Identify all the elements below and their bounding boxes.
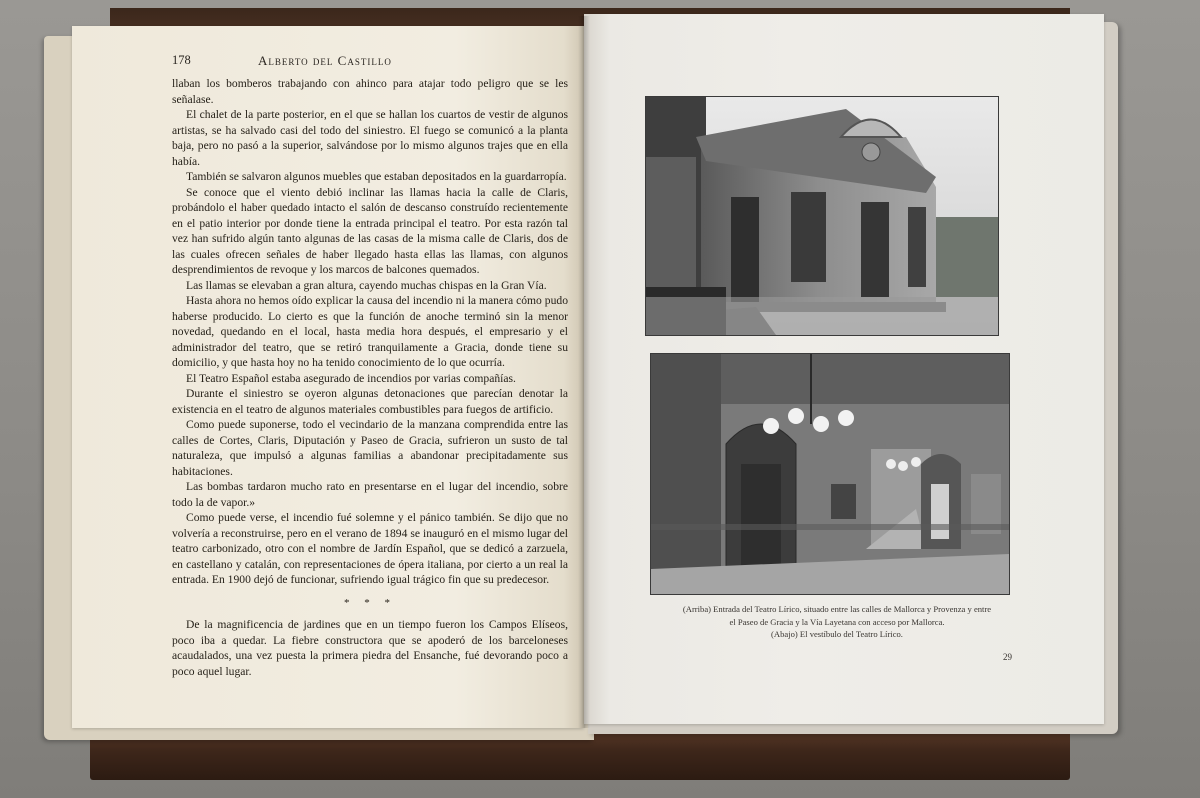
paragraph: Se conoce que el viento debió inclinar las llamas hacia la calle de Claris, probándolo el haber quedado intacto el salón de descanso construído recientemente en el patio interior por donde tiene la entrada principal el teatro. Por esta razón tal vez han sufrido algún tanto algunas de las casas de la misma calle de Claris, dos de las cuales ofrecen señales de haber llegado hasta ellas las llamas, con algunos desprendimientos de revoque y los marcos de balcones quemados. — [172, 185, 568, 276]
left-page-number: 178 — [172, 53, 191, 67]
photo-theatre-vestibule — [650, 353, 1010, 595]
caption-line: (Abajo) El vestíbulo del Teatro Lírico. — [771, 629, 903, 639]
closing-paragraph: De la magnificencia de jardines que en un tiempo fueron los Campos Elíseos, poco iba a quedar. La fiebre constructora que se apoderó de los barceloneses acaudalados, una vez puesta la primera piedra del Ensanche, fué devorando poco a poco aquel lugar. — [172, 618, 568, 678]
paragraph: Hasta ahora no hemos oído explicar la causa del incendio ni la manera cómo pudo haberse producido. Lo cierto es que la función de anoche terminó sin la menor novedad, quedando en el local, hasta media hora después, el empresario y el administrador del teatro, que se retiró tranquilamente a Gracia, donde tiene su domicilio, y que hasta hoy no ha tenido conocimiento de lo que ocurría. — [172, 294, 568, 369]
paragraph: El chalet de la parte posterior, en el que se hallan los cuartos de vestir de algunos artistas, se ha salvado casi del todo del siniestro. El fuego se comunicó a la planta baja, pero no pasó a la superior, salvándose por lo mismo algunos trajes que en ella había. — [172, 108, 568, 168]
paragraph: El Teatro Español estaba asegurado de incendios por varias compañías. — [186, 371, 516, 385]
paragraph: También se salvaron algunos muebles que estaban depositados en la guardarropía. — [186, 170, 567, 183]
caption-line: el Paseo de Gracia y la Vía Layetana con acceso por Mallorca. — [729, 616, 945, 627]
photo-caption — [652, 603, 1022, 641]
section-separator: * * * — [344, 596, 396, 609]
photo-theatre-entrance — [645, 96, 999, 336]
left-page-body — [172, 76, 568, 679]
running-head: Alberto del Castillo — [258, 53, 392, 68]
paragraph: Durante el siniestro se oyeron algunas detonaciones que parecían denotar la existencia en el teatro de algunos materiales combustibles para fuegos de artificio. — [172, 387, 568, 416]
paragraph: Las llamas se elevaban a gran altura, cayendo muchas chispas en la Gran Vía. — [186, 278, 547, 292]
caption-line: (Arriba) Entrada del Teatro Lírico, situado entre las calles de Mallorca y Provenza y entre — [682, 604, 992, 614]
paragraph: Las bombas tardaron mucho rato en presentarse en el lugar del incendio, sobre todo la de vapor.» — [172, 480, 568, 509]
paragraph: Como puede verse, el incendio fué solemne y el pánico también. Se dijo que no volvería a reconstruirse, pero en el verano de 1894 se inauguró en el mismo lugar del teatro carbonizado, otro con el nombre de Jardín Español, que se dedicó a zarzuela, en castellano y catalán, con representaciones de ópera italiana, por cierto a un real la entrada. En 1900 dejó de funcionar, sufriendo igual trágico fin que su predecesor. — [172, 511, 568, 586]
paragraph: Como puede suponerse, todo el vecindario de la manzana comprendida entre las calles de Cortes, Claris, Diputación y Paseo de Gracia, sufrieron un susto de tal naturaleza, que impulsó a algunas familias a abandonar precipitadamente sus habitaciones. — [172, 418, 568, 478]
right-page-number: 29 — [1003, 652, 1012, 662]
paragraph: llaban los bomberos trabajando con ahinco para atajar todo peligro que se les señalase. — [172, 77, 568, 106]
book-gutter — [578, 16, 590, 728]
